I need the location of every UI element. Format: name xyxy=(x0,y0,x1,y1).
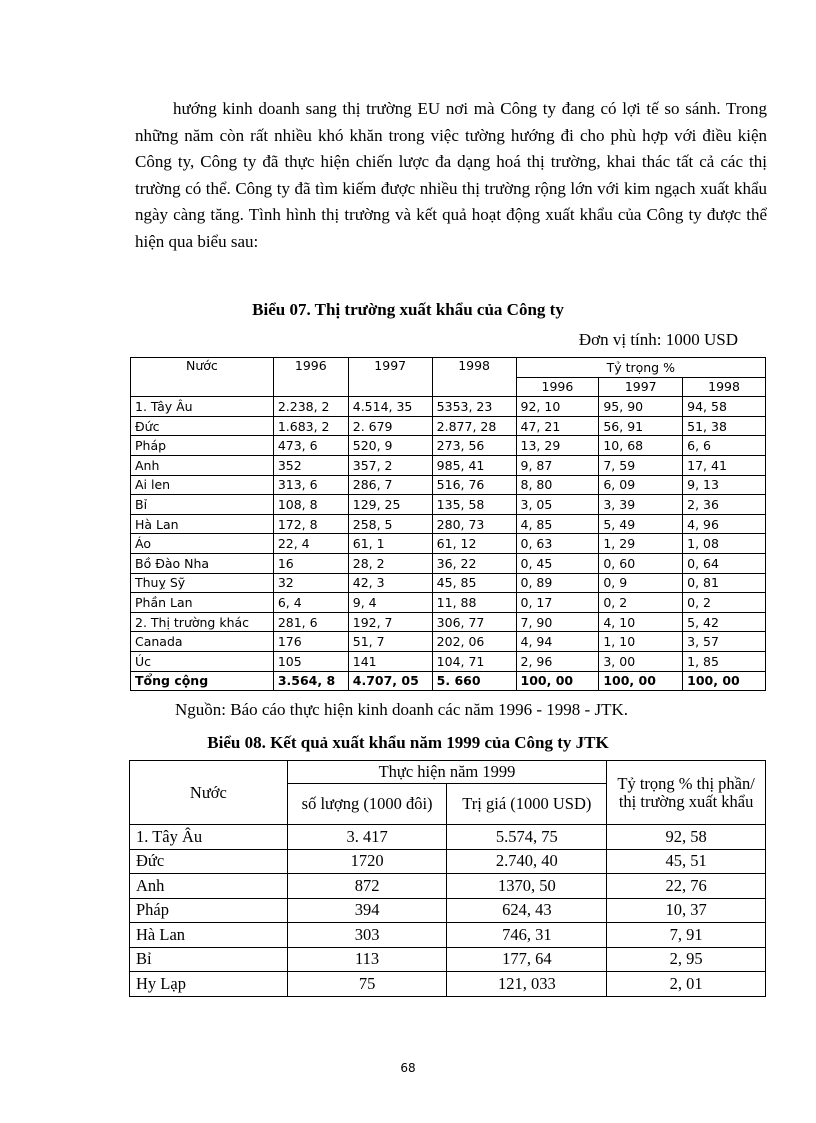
body-paragraph xyxy=(135,96,767,255)
table-row xyxy=(130,923,766,948)
country-cell: Hà Lan xyxy=(131,514,274,534)
value-cell: 286, 7 xyxy=(348,475,432,495)
table1-unit: Đơn vị tính: 1000 USD xyxy=(578,330,738,349)
value-cell: 42, 3 xyxy=(348,573,432,593)
table1-body xyxy=(131,397,766,671)
value-cell: 473, 6 xyxy=(273,436,348,456)
header-share-1997: 1997 xyxy=(599,377,683,397)
t2-header-country: Nước xyxy=(130,761,288,825)
value-cell: 51, 7 xyxy=(348,632,432,652)
value-cell: 113 xyxy=(287,947,447,972)
country-cell: Hà Lan xyxy=(130,923,288,948)
value-cell: 2. 679 xyxy=(348,416,432,436)
value-cell: 202, 06 xyxy=(432,632,516,652)
value-cell: 1370, 50 xyxy=(447,874,607,899)
t2-header-group: Thực hiện năm 1999 xyxy=(287,761,606,784)
table-header-row xyxy=(131,358,766,378)
t2-header-share: Tỷ trọng % thị phần/ thị trường xuất khẩu xyxy=(607,761,766,825)
country-cell: Đức xyxy=(130,849,288,874)
total-cell: 4.707, 05 xyxy=(348,671,432,691)
value-cell: 4, 96 xyxy=(683,514,766,534)
value-cell: 192, 7 xyxy=(348,612,432,632)
value-cell: 5, 49 xyxy=(599,514,683,534)
value-cell: 28, 2 xyxy=(348,553,432,573)
country-cell: Bỉ xyxy=(130,947,288,972)
value-cell: 2, 95 xyxy=(607,947,766,972)
export-results-1999-table xyxy=(129,760,766,997)
table2-body xyxy=(130,825,766,997)
value-cell: 121, 033 xyxy=(447,972,607,997)
value-cell: 0, 63 xyxy=(516,534,599,554)
value-cell: 104, 71 xyxy=(432,651,516,671)
value-cell: 13, 29 xyxy=(516,436,599,456)
value-cell: 5.574, 75 xyxy=(447,825,607,850)
header-1997: 1997 xyxy=(348,358,432,397)
value-cell: 0, 2 xyxy=(683,593,766,613)
country-cell: 2. Thị trường khác xyxy=(131,612,274,632)
country-cell: Áo xyxy=(131,534,274,554)
country-cell: Thuỵ Sỹ xyxy=(131,573,274,593)
value-cell: 280, 73 xyxy=(432,514,516,534)
country-cell: Canada xyxy=(131,632,274,652)
table-row xyxy=(130,874,766,899)
value-cell: 95, 90 xyxy=(599,397,683,417)
value-cell: 45, 85 xyxy=(432,573,516,593)
value-cell: 4, 10 xyxy=(599,612,683,632)
value-cell: 176 xyxy=(273,632,348,652)
value-cell: 3, 00 xyxy=(599,651,683,671)
table-row xyxy=(131,495,766,515)
value-cell: 0, 64 xyxy=(683,553,766,573)
header-share-1996: 1996 xyxy=(516,377,599,397)
value-cell: 61, 1 xyxy=(348,534,432,554)
value-cell: 5, 42 xyxy=(683,612,766,632)
value-cell: 1720 xyxy=(287,849,447,874)
value-cell: 9, 13 xyxy=(683,475,766,495)
table2-caption: Biểu 08. Kết quả xuất khẩu năm 1999 của Công ty JTK xyxy=(207,733,609,752)
header-1998: 1998 xyxy=(432,358,516,397)
value-cell: 56, 91 xyxy=(599,416,683,436)
value-cell: 7, 59 xyxy=(599,455,683,475)
country-cell: Bỉ xyxy=(131,495,274,515)
value-cell: 872 xyxy=(287,874,447,899)
country-cell: 1. Tây Âu xyxy=(130,825,288,850)
value-cell: 108, 8 xyxy=(273,495,348,515)
value-cell: 1.683, 2 xyxy=(273,416,348,436)
value-cell: 1, 08 xyxy=(683,534,766,554)
value-cell: 6, 6 xyxy=(683,436,766,456)
total-cell: 100, 00 xyxy=(599,671,683,691)
country-cell: Phần Lan xyxy=(131,593,274,613)
t2-header-value: Trị giá (1000 USD) xyxy=(447,784,607,825)
country-cell: Anh xyxy=(130,874,288,899)
table-row xyxy=(130,825,766,850)
value-cell: 985, 41 xyxy=(432,455,516,475)
value-cell: 8, 80 xyxy=(516,475,599,495)
value-cell: 1, 85 xyxy=(683,651,766,671)
value-cell: 17, 41 xyxy=(683,455,766,475)
value-cell: 22, 76 xyxy=(607,874,766,899)
value-cell: 0, 45 xyxy=(516,553,599,573)
value-cell: 6, 4 xyxy=(273,593,348,613)
table-row xyxy=(131,436,766,456)
table-row xyxy=(131,632,766,652)
export-markets-table xyxy=(130,357,766,691)
country-cell: Hy Lạp xyxy=(130,972,288,997)
value-cell: 4.514, 35 xyxy=(348,397,432,417)
table-row xyxy=(130,898,766,923)
country-cell: Bồ Đào Nha xyxy=(131,553,274,573)
value-cell: 2.238, 2 xyxy=(273,397,348,417)
value-cell: 6, 09 xyxy=(599,475,683,495)
value-cell: 0, 89 xyxy=(516,573,599,593)
value-cell: 9, 87 xyxy=(516,455,599,475)
table-row xyxy=(131,553,766,573)
value-cell: 3, 57 xyxy=(683,632,766,652)
total-cell: 100, 00 xyxy=(516,671,599,691)
country-cell: Anh xyxy=(131,455,274,475)
table-row xyxy=(131,455,766,475)
value-cell: 105 xyxy=(273,651,348,671)
table-row xyxy=(131,475,766,495)
value-cell: 313, 6 xyxy=(273,475,348,495)
value-cell: 45, 51 xyxy=(607,849,766,874)
value-cell: 22, 4 xyxy=(273,534,348,554)
value-cell: 9, 4 xyxy=(348,593,432,613)
total-cell: 5. 660 xyxy=(432,671,516,691)
value-cell: 0, 60 xyxy=(599,553,683,573)
table-row xyxy=(131,534,766,554)
value-cell: 7, 90 xyxy=(516,612,599,632)
table2-header-row xyxy=(130,761,766,784)
table-total-row xyxy=(131,671,766,691)
table1-source: Nguồn: Báo cáo thực hiện kinh doanh các năm 1996 - 1998 - JTK. xyxy=(175,700,628,719)
value-cell: 172, 8 xyxy=(273,514,348,534)
value-cell: 0, 17 xyxy=(516,593,599,613)
value-cell: 746, 31 xyxy=(447,923,607,948)
country-cell: 1. Tây Âu xyxy=(131,397,274,417)
value-cell: 352 xyxy=(273,455,348,475)
table-row xyxy=(130,947,766,972)
header-share-1998: 1998 xyxy=(683,377,766,397)
value-cell: 1, 10 xyxy=(599,632,683,652)
value-cell: 61, 12 xyxy=(432,534,516,554)
total-cell: 3.564, 8 xyxy=(273,671,348,691)
value-cell: 75 xyxy=(287,972,447,997)
country-cell: Ai len xyxy=(131,475,274,495)
header-share: Tỷ trọng % xyxy=(516,358,765,378)
value-cell: 92, 58 xyxy=(607,825,766,850)
paragraph-text: hướng kinh doanh sang thị trường EU nơi mà Công ty đang có lợi tế so sánh. Trong những năm còn rất nhiều khó khăn trong việc tường hướng đi cho phù hợp với điều kiện Công ty, Công ty đã thực hiện chiến lược đa dạng hoá thị trường, khai thác tất cả các thị trường có thể. Công ty đã tìm kiếm được nhiều thị trường rộng lớn với kim ngạch xuất khẩu ngày càng tăng. Tình hình thị trường và kết quả hoạt động xuất khẩu của Công ty được thể hiện qua biểu sau: xyxy=(135,99,767,251)
value-cell: 135, 58 xyxy=(432,495,516,515)
value-cell: 303 xyxy=(287,923,447,948)
value-cell: 141 xyxy=(348,651,432,671)
value-cell: 0, 9 xyxy=(599,573,683,593)
value-cell: 51, 38 xyxy=(683,416,766,436)
value-cell: 281, 6 xyxy=(273,612,348,632)
table-row xyxy=(131,651,766,671)
country-cell: Pháp xyxy=(130,898,288,923)
value-cell: 306, 77 xyxy=(432,612,516,632)
value-cell: 516, 76 xyxy=(432,475,516,495)
total-cell: 100, 00 xyxy=(683,671,766,691)
country-cell: Pháp xyxy=(131,436,274,456)
value-cell: 4, 94 xyxy=(516,632,599,652)
table-row xyxy=(131,593,766,613)
value-cell: 5353, 23 xyxy=(432,397,516,417)
value-cell: 177, 64 xyxy=(447,947,607,972)
value-cell: 11, 88 xyxy=(432,593,516,613)
value-cell: 16 xyxy=(273,553,348,573)
page-number: 68 xyxy=(400,1061,416,1075)
value-cell: 0, 81 xyxy=(683,573,766,593)
value-cell: 7, 91 xyxy=(607,923,766,948)
value-cell: 1, 29 xyxy=(599,534,683,554)
value-cell: 92, 10 xyxy=(516,397,599,417)
value-cell: 3, 05 xyxy=(516,495,599,515)
value-cell: 2, 36 xyxy=(683,495,766,515)
country-cell: Đức xyxy=(131,416,274,436)
table1-caption: Biểu 07. Thị trường xuất khẩu của Công ty xyxy=(252,300,564,319)
value-cell: 0, 2 xyxy=(599,593,683,613)
country-cell: Úc xyxy=(131,651,274,671)
table-row xyxy=(130,849,766,874)
value-cell: 520, 9 xyxy=(348,436,432,456)
value-cell: 10, 37 xyxy=(607,898,766,923)
value-cell: 4, 85 xyxy=(516,514,599,534)
table-row xyxy=(131,416,766,436)
table-row xyxy=(131,397,766,417)
header-country: Nước xyxy=(131,358,274,397)
value-cell: 3, 39 xyxy=(599,495,683,515)
value-cell: 3. 417 xyxy=(287,825,447,850)
value-cell: 273, 56 xyxy=(432,436,516,456)
value-cell: 394 xyxy=(287,898,447,923)
table-row xyxy=(131,514,766,534)
value-cell: 129, 25 xyxy=(348,495,432,515)
header-1996: 1996 xyxy=(273,358,348,397)
t2-header-quantity: số lượng (1000 đôi) xyxy=(287,784,447,825)
value-cell: 2.877, 28 xyxy=(432,416,516,436)
value-cell: 94, 58 xyxy=(683,397,766,417)
value-cell: 2, 01 xyxy=(607,972,766,997)
total-label: Tổng cộng xyxy=(131,671,274,691)
value-cell: 47, 21 xyxy=(516,416,599,436)
table-row xyxy=(131,612,766,632)
value-cell: 2, 96 xyxy=(516,651,599,671)
value-cell: 2.740, 40 xyxy=(447,849,607,874)
value-cell: 357, 2 xyxy=(348,455,432,475)
value-cell: 36, 22 xyxy=(432,553,516,573)
table-row xyxy=(130,972,766,997)
value-cell: 32 xyxy=(273,573,348,593)
value-cell: 10, 68 xyxy=(599,436,683,456)
value-cell: 624, 43 xyxy=(447,898,607,923)
table-row xyxy=(131,573,766,593)
value-cell: 258, 5 xyxy=(348,514,432,534)
